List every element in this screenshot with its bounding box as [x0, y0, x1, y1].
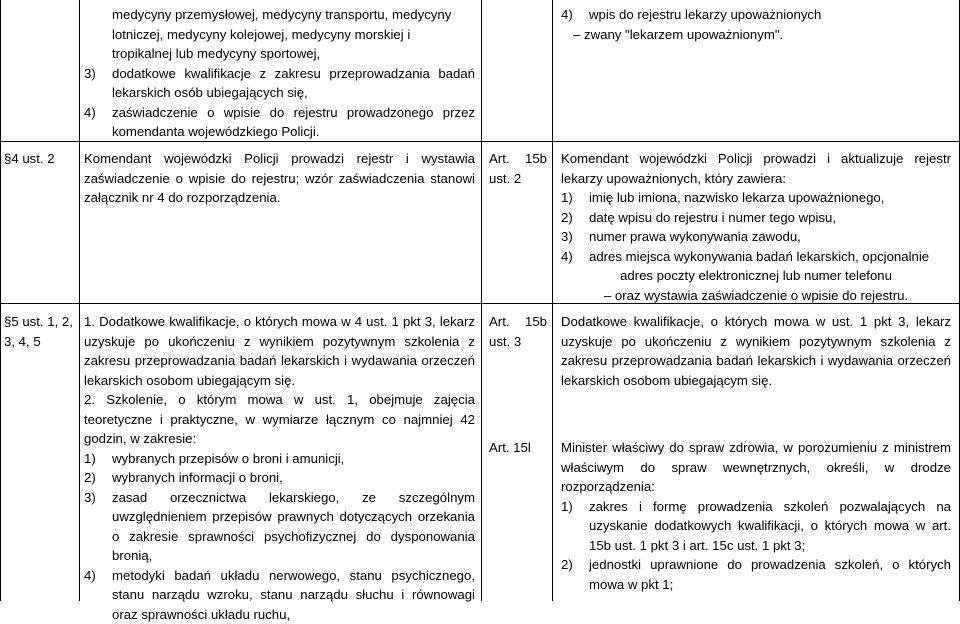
reference-paragraph: §4 ust. 2: [4, 149, 76, 169]
list-item: [561, 247, 951, 267]
item-text: zaświadczenie o wpisie do rejestru prowadzonego przez komendanta wojewódzkiego Policji.: [112, 103, 475, 142]
item-text: jednostki uprawnione do prowadzenia szkoleń, o których mowa w pkt 1;: [589, 555, 951, 594]
row2-right-cell: [561, 149, 951, 305]
intro-text: Komendant wojewódzki Policji prowadzi i aktualizuje rejestr lekarzy upoważnionych, który zawiera:: [561, 149, 951, 188]
item-number: 2): [84, 468, 112, 488]
row2-left-cell: Komendant wojewódzki Policji prowadzi rejestr i wystawia zaświadczenie o wpisie do rejestru; wzór zaświadczenia stanowi załącznik nr 4 do rozporządzenia.: [84, 149, 475, 208]
row1-right-cell: [561, 5, 951, 44]
item-number: 4): [84, 103, 112, 142]
continued-text: [84, 5, 475, 64]
list-item: [84, 566, 475, 624]
item-text: datę wpisu do rejestru i numer tego wpisu,: [589, 208, 951, 228]
text-line: medycyny przemysłowej, medycyny transportu, medycyny: [112, 5, 475, 25]
row1-left-cell: [84, 5, 475, 142]
item-text: wpis do rejestru lekarzy upoważnionych: [589, 5, 951, 25]
item-text: imię lub imiona, nazwisko lekarza upoważnionego,: [589, 188, 951, 208]
item-number: 1): [84, 449, 112, 469]
list-item: [561, 555, 951, 594]
continuation-text: adres poczty elektronicznej lub numer telefonu: [561, 266, 951, 286]
text-line: lotniczej, medycyny kolejowej, medycyny morskiej i: [112, 25, 475, 45]
item-text: numer prawa wykonywania zawodu,: [589, 227, 951, 247]
item-number: 4): [561, 5, 589, 25]
reference-paragraph: §5 ust. 1, 2, 3, 4, 5: [4, 312, 74, 351]
list-item: [561, 188, 951, 208]
item-text: dodatkowe kwalifikacje z zakresu przeprowadzania badań lekarskich osób ubiegających się,: [112, 64, 475, 103]
column-border: [552, 0, 553, 601]
row3-right-cell: [561, 312, 951, 390]
list-item: [84, 64, 475, 103]
list-item: [561, 227, 951, 247]
item-text: zasad orzecznictwa lekarskiego, ze szczególnym uwzględnieniem przepisów prawnych dotyczących orzekania o zakresie sprawności psychofizycznej do dysponowania bronią,: [112, 488, 475, 566]
closing-text: – oraz wystawia zaświadczenie o wpisie do rejestru.: [561, 286, 951, 306]
row3-left-cell: [84, 312, 475, 624]
column-border: [0, 0, 1, 601]
continuation-text: – zwany "lekarzem upoważnionym".: [561, 25, 951, 45]
column-border: [79, 0, 80, 601]
text-line: tropikalnej lub medycyny sportowej,: [112, 44, 475, 64]
item-number: 1): [561, 497, 589, 556]
list-item: [561, 208, 951, 228]
paragraph-2: Minister właściwy do spraw zdrowia, w porozumieniu z ministrem właściwym do spraw wewnętrznych, określi, w drodze rozporządzenia:: [561, 438, 951, 497]
item-number: 3): [84, 64, 112, 103]
list-item: [561, 5, 951, 25]
column-border: [481, 0, 482, 601]
list-item: [561, 497, 951, 556]
item-text: adres miejsca wykonywania badań lekarskich, opcjonalnie: [589, 247, 951, 267]
item-text: wybranych informacji o broni,: [112, 468, 475, 488]
item-number: 3): [561, 227, 589, 247]
article-reference: Art. 15l: [489, 438, 547, 458]
list-item: [84, 488, 475, 566]
row3-right-cell-lower: [561, 438, 951, 594]
item-number: 2): [561, 555, 589, 594]
item-number: 2): [561, 208, 589, 228]
paragraph-1: Dodatkowe kwalifikacje, o których mowa w ust. 1 pkt 3, lekarz uzyskuje po ukończeniu z wynikiem pozytywnym szkolenia z zakresu przeprowadzania badań lekarskich i wydawania orzeczeń lekarskich osobom ubiegającym się.: [561, 312, 951, 390]
list-item: [84, 449, 475, 469]
item-text: wybranych przepisów o broni i amunicji,: [112, 449, 475, 469]
item-number: 1): [561, 188, 589, 208]
article-reference: Art. 15b ust. 3: [489, 312, 547, 351]
article-reference: Art. 15b ust. 2: [489, 149, 547, 188]
list-item: [84, 468, 475, 488]
item-number: 4): [84, 566, 112, 624]
list-item: [84, 103, 475, 142]
item-number: 3): [84, 488, 112, 566]
item-text: metodyki badań układu nerwowego, stanu psychicznego, stanu narządu wzroku, stanu narządu słuchu i równowagi oraz sprawności układu ruchu,: [112, 566, 475, 624]
paragraph-1: 1. Dodatkowe kwalifikacje, o których mowa w 4 ust. 1 pkt 3, lekarz uzyskuje po ukończeniu z wynikiem pozytywnym szkolenia z zakresu przeprowadzania badań lekarskich i wydawania orzeczeń lekarskich osobom ubiegającym się.: [84, 312, 475, 390]
paragraph-2: 2. Szkolenie, o którym mowa w ust. 1, obejmuje zajęcia teoretyczne i praktyczne, w wymiarze łącznym co najmniej 42 godzin, w zakresie:: [84, 390, 475, 449]
item-number: 4): [561, 247, 589, 267]
item-text: zakres i formę prowadzenia szkoleń pozwalających na uzyskanie dodatkowych kwalifikacji, o których mowa w art. 15b ust. 1 pkt 3 i art. 15c ust. 1 pkt 3;: [589, 497, 951, 556]
